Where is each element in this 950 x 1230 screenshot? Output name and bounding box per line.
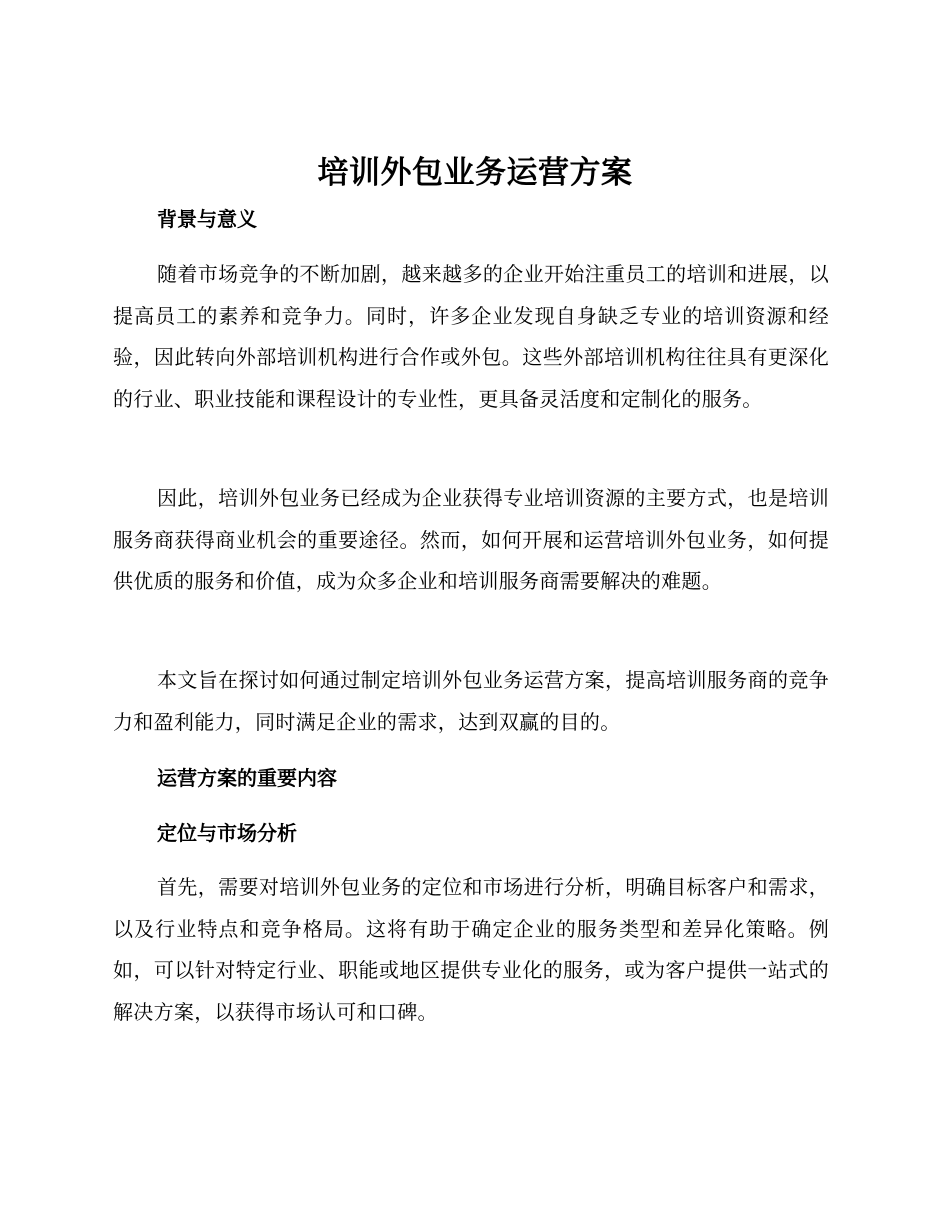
paragraph-background-2: 因此，培训外包业务已经成为企业获得专业培训资源的主要方式，也是培训服务商获得商业机会的重要途径。然而，如何开展和运营培训外包业务，如何提供优质的服务和价值，成为众多企业和培训服务商需要解决的难题。 xyxy=(113,486,829,593)
paragraph-positioning-1: 首先，需要对培训外包业务的定位和市场进行分析，明确目标客户和需求，以及行业特点和竞争格局。这将有助于确定企业的服务类型和差异化策略。例如，可以针对特定行业、职能或地区提供专业化的服务，或为客户提供一站式的解决方案，以获得市场认可和口碑。 xyxy=(113,875,829,1024)
document-title: 培训外包业务运营方案 xyxy=(317,155,633,191)
section-heading-key-content: 运营方案的重要内容 xyxy=(157,766,337,790)
section-heading-background: 背景与意义 xyxy=(157,207,257,231)
paragraph-background-3: 本文旨在探讨如何通过制定培训外包业务运营方案，提高培训服务商的竞争力和盈利能力，同时满足企业的需求，达到双赢的目的。 xyxy=(113,668,829,734)
section-heading-positioning: 定位与市场分析 xyxy=(157,821,297,845)
paragraph-background-1: 随着市场竞争的不断加剧，越来越多的企业开始注重员工的培训和进展，以提高员工的素养和竞争力。同时，许多企业发现自身缺乏专业的培训资源和经验，因此转向外部培训机构进行合作或外包。这些外部培训机构往往具有更深化的行业、职业技能和课程设计的专业性，更具备灵活度和定制化的服务。 xyxy=(113,262,829,411)
